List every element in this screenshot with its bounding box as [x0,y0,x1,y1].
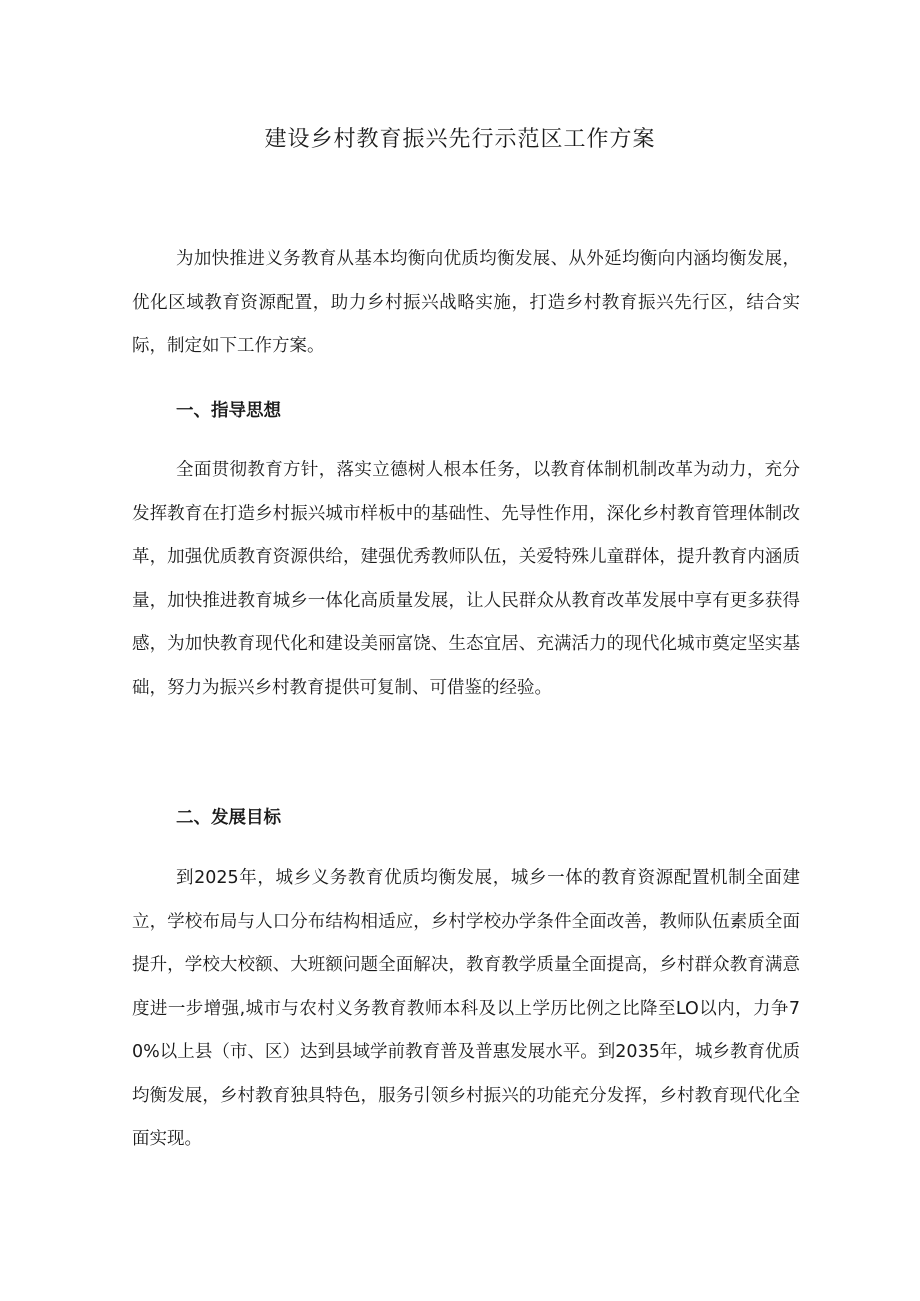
section-heading-guiding-ideology: 一、指导思想 [176,401,281,421]
document-title: 建设乡村教育振兴先行示范区工作方案 [264,127,656,152]
section-heading-development-goals: 二、发展目标 [176,808,281,828]
intro-paragraph: 为加快推进义务教育从基本均衡向优质均衡发展、从外延均衡向内涵均衡发展，优化区域教育资源配置，助力乡村振兴战略实施，打造乡村教育振兴先行区，结合实际，制定如下工作方案。 [132,249,800,356]
section-body-guiding-ideology: 全面贯彻教育方针，落实立德树人根本任务，以教育体制机制改革为动力，充分发挥教育在打造乡村振兴城市样板中的基础性、先导性作用，深化乡村教育管理体制改革，加强优质教育资源供给，建强优秀教师队伍，关爱特殊儿童群体，提升教育内涵质量，加快推进教育城乡一体化高质量发展，让人民群众从教育改革发展中享有更多获得感，为加快教育现代化和建设美丽富饶、生态宜居、充满活力的现代化城市奠定坚实基础，努力为振兴乡村教育提供可复制、可借鉴的经验。 [132,460,800,698]
section-body-development-goals: 到2025年，城乡义务教育优质均衡发展，城乡一体的教育资源配置机制全面建立，学校布局与人口分布结构相适应，乡村学校办学条件全面改善，教师队伍素质全面提升，学校大校额、大班额问题全面解决，教育教学质量全面提高，乡村群众教育满意度进一步增强,城市与农村义务教育教师本科及以上学历比例之比降至LO以内，力争70%以上县（市、区）达到县域学前教育普及普惠发展水平。到2035年，城乡教育优质均衡发展，乡村教育独具特色，服务引领乡村振兴的功能充分发挥，乡村教育现代化全面实现。 [132,868,800,1149]
